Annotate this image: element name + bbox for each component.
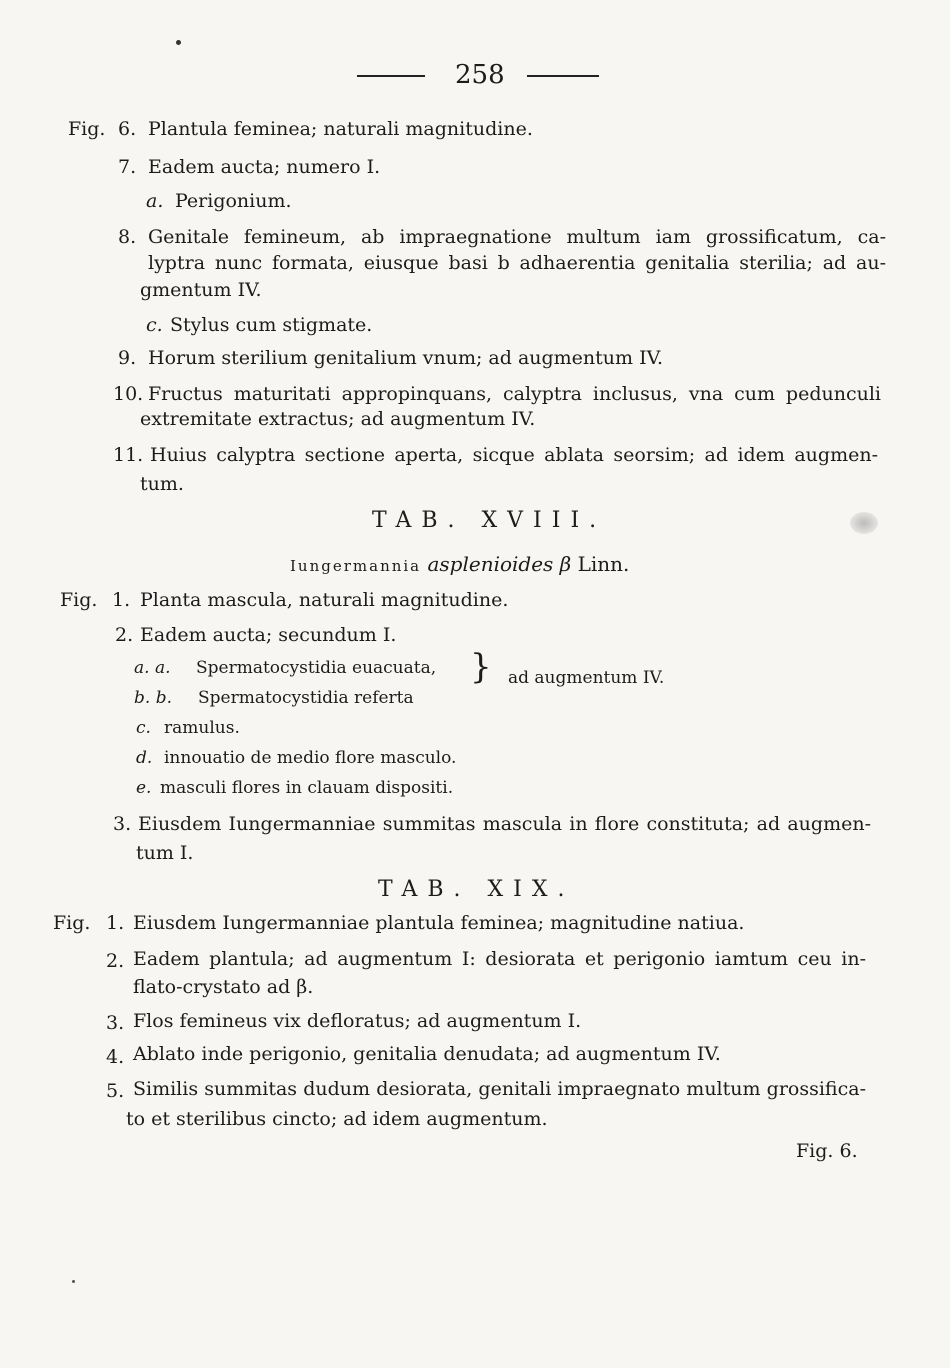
item-number: 6. xyxy=(118,118,137,140)
item-text: Perigonium. xyxy=(175,190,292,212)
item-letter: a. a. xyxy=(134,658,171,678)
item-letter: c. xyxy=(136,718,151,738)
item-line: Genitale femineum, ab impraegnatione multum iam grossificatum, ca- xyxy=(148,226,886,248)
item-text: Stylus cum stigmate. xyxy=(170,314,373,336)
item-text: Eadem aucta; secundum I. xyxy=(140,624,397,646)
item-letter: b. b. xyxy=(134,688,172,708)
item-number: 11. xyxy=(113,444,144,466)
item-line: gmentum IV. xyxy=(140,279,262,301)
item-line: to et sterilibus cincto; ad idem augmentum. xyxy=(126,1108,548,1130)
item-letter: e. xyxy=(136,778,152,798)
item-line: tum I. xyxy=(136,842,194,864)
item-number: 2. xyxy=(115,624,134,646)
item-text: Eadem aucta; numero I. xyxy=(148,156,381,178)
item-line: Eiusdem Iungermanniae summitas mascula in flore constituta; ad augmen- xyxy=(138,813,871,835)
item-line: Huius calyptra sectione aperta, sicque ablata seorsim; ad idem augmen- xyxy=(150,444,878,466)
species-name: asplenioides β xyxy=(427,552,572,576)
item-letter: c. xyxy=(146,314,163,336)
catchword: Fig. 6. xyxy=(796,1140,858,1162)
item-number: 2. xyxy=(106,950,125,972)
item-line: Fructus maturitati appropinquans, calyptra inclusus, vna cum pedunculi xyxy=(148,383,881,405)
item-number: 5. xyxy=(106,1080,125,1102)
item-letter: a. xyxy=(146,190,164,212)
item-text: Plantula feminea; naturali magnitudine. xyxy=(148,118,533,140)
fig-label: Fig. xyxy=(68,118,106,140)
ink-smudge xyxy=(850,512,878,534)
species-title xyxy=(290,552,629,576)
item-number: 10. xyxy=(113,383,144,405)
item-number: 7. xyxy=(118,156,137,178)
header-rule-right xyxy=(527,75,599,77)
brace: } xyxy=(470,647,492,687)
item-line: Eadem plantula; ad augmentum I: desiorata et perigonio iamtum ceu in- xyxy=(133,948,866,970)
section-heading: TAB. XVIII. xyxy=(372,508,607,533)
item-number: 1. xyxy=(106,912,125,934)
item-number: 9. xyxy=(118,347,137,369)
item-number: 8. xyxy=(118,226,137,248)
genus-name: Iungermannia xyxy=(290,557,422,575)
fig-label: Fig. xyxy=(53,912,91,934)
item-line: tum. xyxy=(140,473,184,495)
item-text: Horum sterilium genitalium vnum; ad augmentum IV. xyxy=(148,347,664,369)
item-number: 4. xyxy=(106,1046,125,1068)
item-text: Spermatocystidia euacuata, xyxy=(196,658,437,678)
item-line: Similis summitas dudum desiorata, genitali impraegnato multum grossifica- xyxy=(133,1078,866,1100)
item-text: ramulus. xyxy=(164,718,240,738)
item-text: Planta mascula, naturali magnitudine. xyxy=(140,589,509,611)
item-line: extremitate extractus; ad augmentum IV. xyxy=(140,408,536,430)
item-number: 3. xyxy=(106,1012,125,1034)
item-line: lyptra nunc formata, eiusque basi b adhaerentia genitalia sterilia; ad au- xyxy=(148,252,886,274)
ink-speck xyxy=(72,1280,75,1283)
item-line: flato-crystato ad β. xyxy=(133,976,314,998)
item-text: Flos femineus vix defloratus; ad augmentum I. xyxy=(133,1010,582,1032)
fig-label: Fig. xyxy=(60,589,98,611)
brace-note: ad augmentum IV. xyxy=(508,668,665,688)
author-name: Linn. xyxy=(577,552,630,576)
item-number: 3. xyxy=(113,813,132,835)
item-number: 1. xyxy=(112,589,131,611)
header-rule-left xyxy=(357,75,425,77)
item-text: masculi flores in clauam dispositi. xyxy=(160,778,454,798)
item-letter: d. xyxy=(136,748,153,768)
page-number: 258 xyxy=(455,60,505,90)
item-text: innouatio de medio flore masculo. xyxy=(164,748,457,768)
ink-speck xyxy=(176,40,181,45)
item-text: Ablato inde perigonio, genitalia denudata; ad augmentum IV. xyxy=(133,1043,721,1065)
section-heading: TAB. XIX. xyxy=(378,877,575,902)
item-text: Spermatocystidia referta xyxy=(198,688,414,708)
item-text: Eiusdem Iungermanniae plantula feminea; magnitudine natiua. xyxy=(133,912,745,934)
